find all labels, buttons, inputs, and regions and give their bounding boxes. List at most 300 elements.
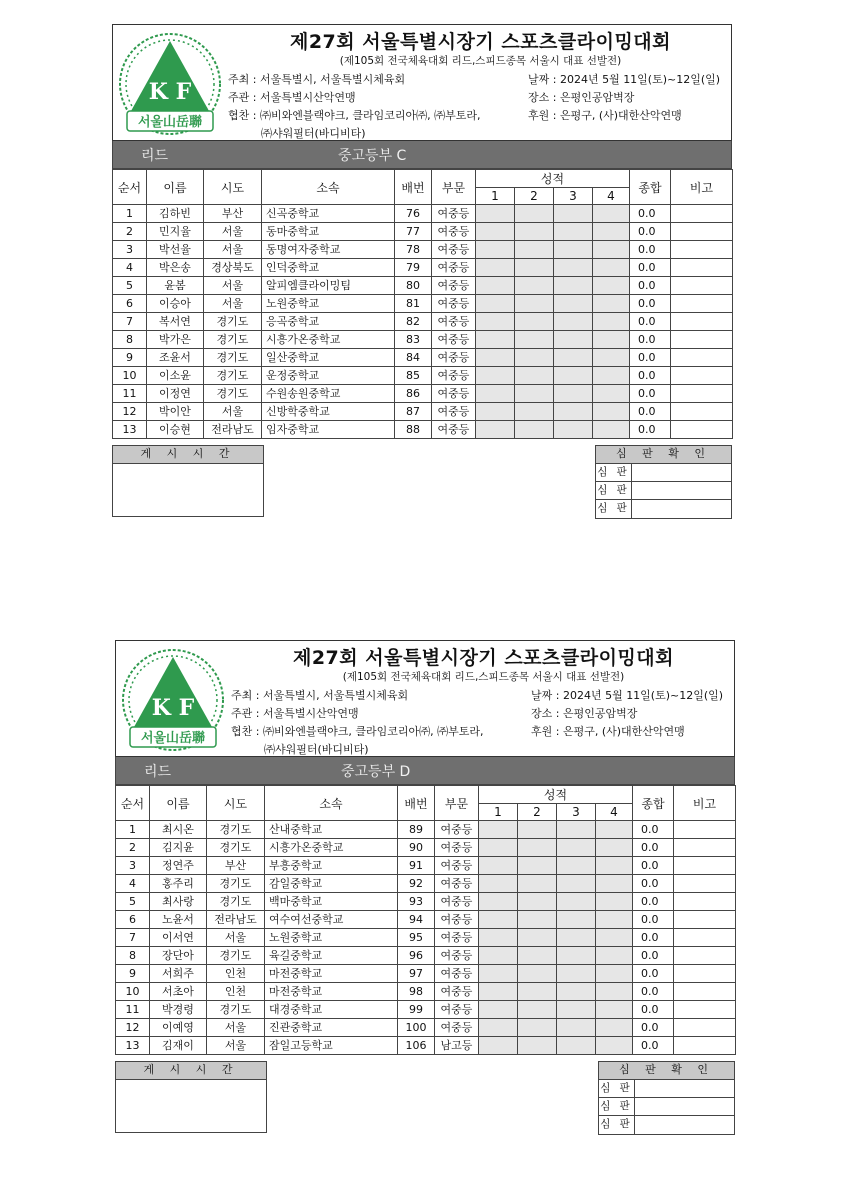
judge-row	[596, 464, 731, 482]
posted-time-label: 게 시 시 간	[113, 446, 263, 464]
cell-city: 서울	[204, 223, 262, 241]
table-row	[116, 911, 736, 929]
cell-name: 김지윤	[150, 839, 207, 857]
sponsor-text: 협찬 : ㈜비와엔블랙야크, 클라임코리아㈜, ㈜부토라,	[228, 109, 481, 122]
cell-bib: 78	[395, 241, 432, 259]
cell-result-2	[518, 965, 557, 983]
cell-category: 여중등	[432, 313, 476, 331]
judge-confirm-label: 심 판 확 인	[599, 1062, 734, 1080]
results-table	[115, 785, 736, 1055]
cell-result-3	[554, 367, 593, 385]
cell-remarks	[674, 965, 736, 983]
cell-result-1	[479, 983, 518, 1001]
cell-name: 이예영	[150, 1019, 207, 1037]
cell-affiliation: 여수여선중학교	[265, 911, 398, 929]
cell-category: 여중등	[435, 893, 479, 911]
cell-total: 0.0	[630, 331, 671, 349]
cell-remarks	[674, 911, 736, 929]
cell-total: 0.0	[630, 403, 671, 421]
cell-name: 윤봄	[147, 277, 204, 295]
cell-city: 경기도	[207, 893, 265, 911]
results-body	[116, 821, 736, 1055]
cell-result-2	[518, 821, 557, 839]
col-header-city: 시도	[207, 786, 265, 821]
col-header-r3: 3	[554, 188, 593, 205]
cell-city: 인천	[207, 965, 265, 983]
cell-no: 8	[116, 947, 150, 965]
cell-name: 정연주	[150, 857, 207, 875]
cell-name: 홍주리	[150, 875, 207, 893]
cell-result-3	[554, 205, 593, 223]
cell-name: 최사랑	[150, 893, 207, 911]
cell-remarks	[671, 349, 733, 367]
cell-no: 6	[116, 911, 150, 929]
table-row	[116, 893, 736, 911]
cell-result-4	[593, 313, 630, 331]
cell-result-3	[557, 821, 596, 839]
cell-category: 여중등	[432, 277, 476, 295]
cell-city: 경기도	[204, 331, 262, 349]
cell-category: 여중등	[435, 929, 479, 947]
cell-affiliation: 노원중학교	[262, 295, 395, 313]
table-row	[113, 241, 733, 259]
cell-remarks	[671, 223, 733, 241]
cell-result-2	[515, 349, 554, 367]
cell-no: 2	[116, 839, 150, 857]
cell-name: 장단아	[150, 947, 207, 965]
cell-result-3	[557, 857, 596, 875]
cell-result-4	[593, 295, 630, 313]
cell-category: 여중등	[435, 875, 479, 893]
col-header-no: 순서	[113, 170, 147, 205]
cell-result-2	[518, 857, 557, 875]
cell-result-2	[518, 929, 557, 947]
cell-category: 여중등	[435, 839, 479, 857]
cell-city: 경기도	[204, 367, 262, 385]
cell-bib: 93	[398, 893, 435, 911]
cell-total: 0.0	[630, 313, 671, 331]
sponsor-text-2: ㈜샤워필터(바디비타)	[264, 743, 369, 756]
sponsor-text: 협찬 : ㈜비와엔블랙야크, 클라임코리아㈜, ㈜부토라,	[231, 725, 484, 738]
cell-result-1	[476, 241, 515, 259]
judge-signature-field	[632, 482, 731, 499]
cell-result-4	[596, 1019, 633, 1037]
cell-total: 0.0	[630, 277, 671, 295]
cell-city: 서울	[207, 1019, 265, 1037]
judge-confirm-label: 심 판 확 인	[596, 446, 731, 464]
cell-city: 경기도	[204, 385, 262, 403]
cell-result-1	[479, 1019, 518, 1037]
cell-result-1	[476, 313, 515, 331]
cell-city: 인천	[207, 983, 265, 1001]
col-header-r4: 4	[593, 188, 630, 205]
col-header-total: 종합	[630, 170, 671, 205]
col-header-r1: 1	[476, 188, 515, 205]
cell-total: 0.0	[633, 947, 674, 965]
cell-result-2	[515, 385, 554, 403]
col-header-r3: 3	[557, 804, 596, 821]
col-header-name: 이름	[150, 786, 207, 821]
cell-result-3	[557, 1001, 596, 1019]
cell-result-4	[596, 821, 633, 839]
cell-result-1	[476, 385, 515, 403]
cell-total: 0.0	[633, 929, 674, 947]
cell-result-2	[515, 367, 554, 385]
cell-affiliation: 알피엠클라이밍팀	[262, 277, 395, 295]
cell-result-3	[554, 385, 593, 403]
results-table	[112, 169, 733, 439]
cell-city: 서울	[204, 241, 262, 259]
cell-no: 11	[113, 385, 147, 403]
cell-result-3	[557, 875, 596, 893]
cell-affiliation: 잠일고등학교	[265, 1037, 398, 1055]
cell-total: 0.0	[630, 241, 671, 259]
cell-name: 이승아	[147, 295, 204, 313]
cell-total: 0.0	[633, 1001, 674, 1019]
cell-remarks	[674, 1001, 736, 1019]
judge-label: 심 판	[596, 500, 632, 518]
cell-remarks	[671, 367, 733, 385]
page-title: 제27회 서울특별시장기 스포츠클라이밍대회	[289, 31, 672, 53]
cell-category: 여중등	[435, 857, 479, 875]
cell-name: 박이안	[147, 403, 204, 421]
cell-result-2	[515, 313, 554, 331]
judge-row	[596, 500, 731, 518]
col-header-bib: 배번	[395, 170, 432, 205]
cell-bib: 83	[395, 331, 432, 349]
cell-result-3	[554, 295, 593, 313]
table-row	[116, 821, 736, 839]
cell-affiliation: 일산중학교	[262, 349, 395, 367]
cell-city: 서울	[207, 929, 265, 947]
cell-no: 12	[116, 1019, 150, 1037]
cell-result-3	[557, 911, 596, 929]
cell-no: 8	[113, 331, 147, 349]
cell-name: 복서연	[147, 313, 204, 331]
cell-total: 0.0	[633, 839, 674, 857]
col-header-remarks: 비고	[671, 170, 733, 205]
venue-text: 장소 : 은평인공암벽장	[528, 91, 635, 104]
page-subtitle: (제105회 전국체육대회 리드,스피드종목 서울시 대표 선발전)	[342, 671, 625, 683]
cell-city: 경기도	[207, 875, 265, 893]
cell-remarks	[674, 857, 736, 875]
cell-affiliation: 마전중학교	[265, 965, 398, 983]
cell-result-4	[596, 875, 633, 893]
sheet-header	[112, 24, 732, 141]
posted-time-field	[113, 464, 263, 516]
cell-affiliation: 시흥가온중학교	[265, 839, 398, 857]
cell-bib: 81	[395, 295, 432, 313]
posted-time-box	[112, 445, 264, 517]
cell-total: 0.0	[630, 223, 671, 241]
table-row	[116, 875, 736, 893]
cell-total: 0.0	[630, 259, 671, 277]
cell-result-3	[557, 965, 596, 983]
support-text: 후원 : 은평구, (사)대한산악연맹	[531, 725, 685, 738]
cell-name: 이정연	[147, 385, 204, 403]
cell-bib: 88	[395, 421, 432, 439]
judge-signature-field	[635, 1098, 734, 1115]
federation-logo-icon	[120, 647, 226, 753]
division-bar	[112, 141, 732, 169]
cell-result-1	[479, 965, 518, 983]
cell-result-1	[476, 295, 515, 313]
cell-name: 이소윤	[147, 367, 204, 385]
support-text: 후원 : 은평구, (사)대한산악연맹	[528, 109, 682, 122]
cell-affiliation: 진관중학교	[265, 1019, 398, 1037]
cell-name: 서초아	[150, 983, 207, 1001]
cell-result-4	[593, 205, 630, 223]
cell-bib: 77	[395, 223, 432, 241]
cell-result-1	[479, 857, 518, 875]
cell-result-2	[515, 259, 554, 277]
table-row	[113, 205, 733, 223]
cell-affiliation: 산내중학교	[265, 821, 398, 839]
cell-affiliation: 운정중학교	[262, 367, 395, 385]
cell-result-2	[518, 839, 557, 857]
cell-result-1	[476, 259, 515, 277]
cell-result-3	[554, 241, 593, 259]
cell-result-4	[593, 223, 630, 241]
col-header-r2: 2	[515, 188, 554, 205]
event-label: 리드	[141, 147, 169, 164]
cell-result-3	[554, 277, 593, 295]
col-header-category: 부문	[432, 170, 476, 205]
col-header-name: 이름	[147, 170, 204, 205]
cell-total: 0.0	[633, 965, 674, 983]
cell-total: 0.0	[633, 821, 674, 839]
cell-name: 최시온	[150, 821, 207, 839]
cell-category: 여중등	[435, 965, 479, 983]
col-header-r2: 2	[518, 804, 557, 821]
division-label: 중고등부 C	[338, 147, 407, 164]
cell-result-4	[593, 331, 630, 349]
cell-bib: 86	[395, 385, 432, 403]
result-sheet-c	[112, 24, 732, 525]
cell-remarks	[674, 1019, 736, 1037]
cell-remarks	[671, 241, 733, 259]
col-header-r1: 1	[479, 804, 518, 821]
cell-remarks	[671, 277, 733, 295]
cell-affiliation: 신곡중학교	[262, 205, 395, 223]
col-header-category: 부문	[435, 786, 479, 821]
result-sheet-d	[115, 640, 735, 1141]
cell-result-1	[479, 893, 518, 911]
table-row	[113, 277, 733, 295]
cell-remarks	[671, 385, 733, 403]
cell-result-2	[515, 205, 554, 223]
judge-signature-field	[635, 1116, 734, 1134]
cell-bib: 100	[398, 1019, 435, 1037]
table-row	[116, 1019, 736, 1037]
col-header-affiliation: 소속	[262, 170, 395, 205]
svg-text:K F: K F	[151, 695, 195, 721]
cell-result-2	[518, 947, 557, 965]
cell-result-4	[593, 277, 630, 295]
cell-remarks	[674, 875, 736, 893]
cell-no: 3	[113, 241, 147, 259]
cell-result-4	[596, 1001, 633, 1019]
cell-bib: 90	[398, 839, 435, 857]
host-text: 주최 : 서울특별시, 서울특별시체육회	[231, 689, 409, 702]
cell-result-4	[593, 259, 630, 277]
cell-result-2	[515, 277, 554, 295]
cell-remarks	[671, 259, 733, 277]
cell-result-3	[557, 1037, 596, 1055]
table-row	[116, 839, 736, 857]
cell-result-2	[515, 241, 554, 259]
col-header-bib: 배번	[398, 786, 435, 821]
cell-city: 전라남도	[207, 911, 265, 929]
cell-no: 9	[116, 965, 150, 983]
cell-category: 여중등	[432, 421, 476, 439]
cell-remarks	[674, 983, 736, 1001]
cell-bib: 94	[398, 911, 435, 929]
cell-remarks	[671, 295, 733, 313]
cell-remarks	[671, 205, 733, 223]
event-info-right	[531, 687, 736, 741]
cell-category: 여중등	[432, 205, 476, 223]
sheet-footer	[112, 445, 732, 525]
cell-result-2	[518, 1037, 557, 1055]
page-subtitle: (제105회 전국체육대회 리드,스피드종목 서울시 대표 선발전)	[339, 55, 622, 67]
cell-category: 여중등	[432, 223, 476, 241]
cell-no: 11	[116, 1001, 150, 1019]
cell-result-1	[479, 875, 518, 893]
cell-result-3	[557, 1019, 596, 1037]
cell-name: 박은송	[147, 259, 204, 277]
cell-bib: 89	[398, 821, 435, 839]
cell-result-1	[479, 929, 518, 947]
sheet-header	[115, 640, 735, 757]
cell-city: 부산	[204, 205, 262, 223]
event-info-left	[228, 71, 528, 143]
cell-result-2	[518, 893, 557, 911]
cell-result-4	[593, 403, 630, 421]
cell-result-4	[596, 893, 633, 911]
cell-bib: 96	[398, 947, 435, 965]
cell-no: 7	[116, 929, 150, 947]
cell-city: 서울	[204, 295, 262, 313]
cell-result-1	[479, 947, 518, 965]
cell-name: 박경령	[150, 1001, 207, 1019]
venue-text: 장소 : 은평인공암벽장	[531, 707, 638, 720]
cell-affiliation: 노원중학교	[265, 929, 398, 947]
cell-result-1	[479, 839, 518, 857]
cell-result-3	[554, 313, 593, 331]
cell-name: 박선율	[147, 241, 204, 259]
cell-no: 1	[116, 821, 150, 839]
event-info-right	[528, 71, 733, 125]
event-label: 리드	[144, 763, 172, 780]
organizer-text: 주관 : 서울특별시산악연맹	[228, 91, 356, 104]
cell-result-1	[476, 205, 515, 223]
cell-result-1	[479, 821, 518, 839]
col-header-r4: 4	[596, 804, 633, 821]
cell-no: 1	[113, 205, 147, 223]
cell-no: 2	[113, 223, 147, 241]
cell-total: 0.0	[633, 893, 674, 911]
cell-remarks	[674, 839, 736, 857]
cell-result-3	[554, 403, 593, 421]
cell-result-1	[479, 911, 518, 929]
table-row	[116, 857, 736, 875]
col-header-no: 순서	[116, 786, 150, 821]
cell-no: 13	[116, 1037, 150, 1055]
cell-total: 0.0	[633, 1037, 674, 1055]
cell-result-1	[476, 349, 515, 367]
cell-category: 여중등	[432, 331, 476, 349]
cell-result-4	[593, 241, 630, 259]
cell-result-2	[518, 875, 557, 893]
col-header-total: 종합	[633, 786, 674, 821]
table-row	[116, 1001, 736, 1019]
cell-city: 서울	[204, 403, 262, 421]
col-header-remarks: 비고	[674, 786, 736, 821]
cell-bib: 97	[398, 965, 435, 983]
cell-affiliation: 동명여자중학교	[262, 241, 395, 259]
posted-time-field	[116, 1080, 266, 1132]
cell-bib: 76	[395, 205, 432, 223]
cell-affiliation: 신방학중학교	[262, 403, 395, 421]
cell-result-4	[596, 911, 633, 929]
cell-city: 서울	[204, 277, 262, 295]
cell-result-4	[593, 367, 630, 385]
cell-affiliation: 시흥가온중학교	[262, 331, 395, 349]
cell-no: 10	[113, 367, 147, 385]
cell-result-4	[593, 385, 630, 403]
cell-category: 여중등	[432, 367, 476, 385]
judge-confirm-box	[598, 1061, 735, 1135]
judge-label: 심 판	[596, 482, 632, 499]
cell-category: 여중등	[435, 1019, 479, 1037]
table-row	[113, 349, 733, 367]
cell-bib: 99	[398, 1001, 435, 1019]
cell-result-2	[518, 911, 557, 929]
cell-affiliation: 육길중학교	[265, 947, 398, 965]
cell-category: 여중등	[432, 385, 476, 403]
table-row	[113, 403, 733, 421]
posted-time-box	[115, 1061, 267, 1133]
cell-result-4	[596, 947, 633, 965]
cell-result-1	[476, 367, 515, 385]
cell-category: 여중등	[435, 911, 479, 929]
cell-no: 3	[116, 857, 150, 875]
cell-category: 여중등	[432, 349, 476, 367]
cell-no: 4	[113, 259, 147, 277]
cell-total: 0.0	[633, 983, 674, 1001]
judge-row	[599, 1080, 734, 1098]
cell-remarks	[674, 821, 736, 839]
col-header-affiliation: 소속	[265, 786, 398, 821]
cell-category: 여중등	[435, 983, 479, 1001]
cell-result-3	[554, 349, 593, 367]
table-row	[116, 983, 736, 1001]
cell-result-3	[557, 893, 596, 911]
cell-category: 여중등	[435, 821, 479, 839]
cell-affiliation: 감일중학교	[265, 875, 398, 893]
cell-total: 0.0	[630, 349, 671, 367]
cell-affiliation: 백마중학교	[265, 893, 398, 911]
cell-category: 여중등	[432, 241, 476, 259]
organizer-text: 주관 : 서울특별시산악연맹	[231, 707, 359, 720]
cell-affiliation: 수원송원중학교	[262, 385, 395, 403]
federation-logo-icon	[117, 31, 223, 137]
cell-category: 남고등	[435, 1037, 479, 1055]
cell-name: 조윤서	[147, 349, 204, 367]
cell-result-1	[476, 403, 515, 421]
cell-result-1	[476, 223, 515, 241]
